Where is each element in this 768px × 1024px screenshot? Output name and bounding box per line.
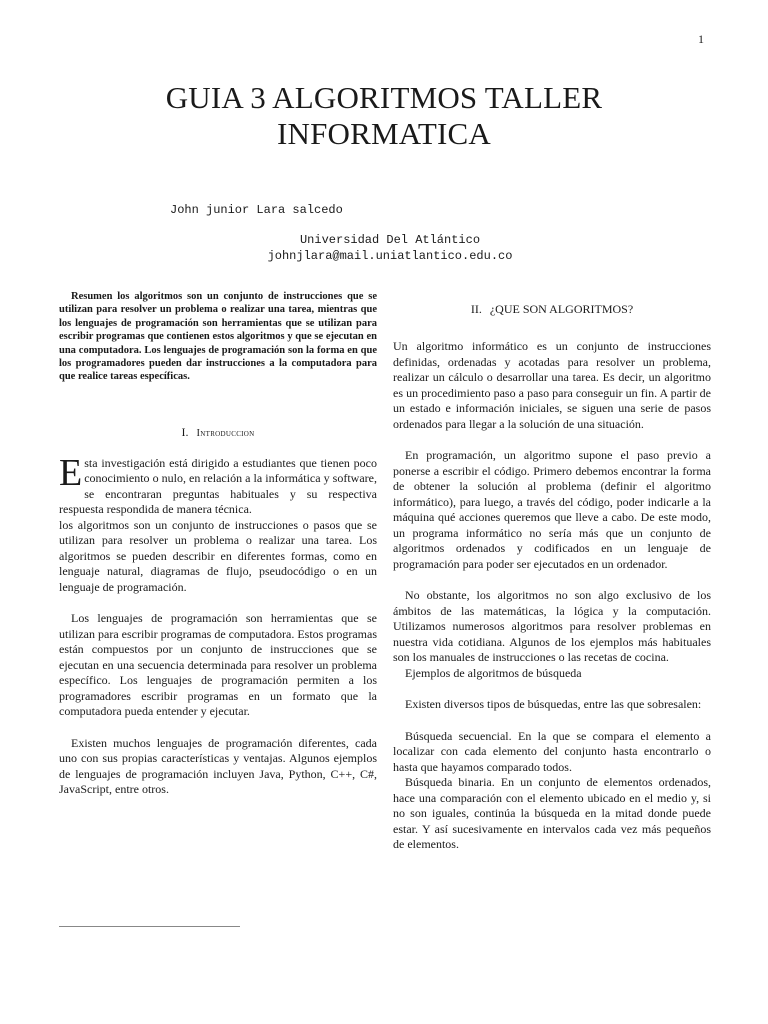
busqueda-binaria: Búsqueda binaria. En un conjunto de elementos ordenados, hace una comparación con el elemento ubicado en el medio y, si no son iguales, continúa la búsqueda en la mitad donde puede estar. Y así sucesivamente en intervalos cada vez más pequeños de elementos.: [393, 775, 711, 851]
intro-paragraph-1-text: sta investigación está dirigido a estudiantes que tienen poco conocimiento o nulo, en relación a la informática y software, se encontraran preguntas habituales y su respectiva respuesta respondida de manera técnica.: [59, 455, 377, 517]
left-column: [59, 290, 377, 798]
page-number: 1: [698, 32, 704, 46]
author-name: John junior Lara salcedo: [170, 203, 343, 217]
right-column: [393, 302, 711, 853]
section-number: I.: [181, 424, 189, 439]
section-heading-que-son-algoritmos: [393, 302, 711, 317]
algoritmos-paragraph-3: No obstante, los algoritmos no son algo exclusivo de los ámbitos de las matemáticas, la lógica y la computación. Utilizamos numerosos algoritmos para resolver problemas en nuestra vida cotidiana. Algunos de los ejemplos más habituales son los manuales de instrucciones o las recetas de cocina.: [393, 588, 711, 664]
algoritmos-paragraph-2: En programación, un algoritmo supone el paso previo a ponerse a escribir el código. Primero debemos encontrar la forma de obtener la solución al problema (definir el algoritmo informático), para luego, a través del código, poder indicarle a la máquina qué acciones queremos que lleve a cabo. De este modo, un programa informático no sería más que un conjunto de algoritmos ordenados y codificados en un lenguaje de programación para poder ser ejecutados en un ordenador.: [393, 448, 711, 571]
email: johnjlara@mail.uniatlantico.edu.co: [267, 249, 513, 263]
busqueda-secuencial: Búsqueda secuencial. En la que se compara el elemento a localizar con cada elemento del conjunto hasta encontrarlo o hasta que hayamos comparado todos.: [393, 728, 711, 774]
footnote-rule: [59, 926, 240, 927]
intro-paragraph-4: Existen muchos lenguajes de programación diferentes, cada uno con sus propias características y ventajas. Algunos ejemplos de lenguajes de programación incluyen Java, Python, C++, C#, JavaScript, entre otros.: [59, 735, 377, 797]
intro-paragraph-1: [59, 451, 377, 518]
affiliation: Universidad Del Atlántico: [299, 233, 481, 247]
title-line-2: INFORMATICA: [276, 116, 492, 151]
abstract: Resumen los algoritmos son un conjunto de instrucciones que se utilizan para resolver un problema o realizar una tarea, mientras que los lenguajes de programación son herramientas que se utilizan para escribir programas que contienen estos algoritmos y que se ejecutan en una computadora. Los lenguajes de programación son la forma en que los programadores pueden dar instrucciones a la computadora para que realice tareas específicas.: [59, 291, 377, 383]
section-title: Introduccion: [196, 427, 255, 439]
algoritmos-paragraph-4: Ejemplos de algoritmos de búsqueda: [405, 665, 582, 680]
section-number: II.: [470, 302, 482, 316]
intro-paragraph-3: Los lenguajes de programación son herramientas que se utilizan para escribir programas de computadora. Estos programas están compuestos por un conjunto de instrucciones que se ejecutan en una secuencia determinada para resolver un problema específico. Los lenguajes de programación permiten a los programadores escribir programas en un formato que la computadora pueda entender y ejecutar.: [59, 611, 377, 719]
drop-cap: E: [59, 451, 83, 494]
document-title: [0, 80, 768, 152]
section-heading-introduccion: [59, 425, 377, 440]
title-line-1: GUIA 3 ALGORITMOS TALLER: [165, 80, 603, 115]
algoritmos-paragraph-5: Existen diversos tipos de búsquedas, entre las que sobresalen:: [405, 697, 702, 711]
section-title: ¿QUE SON ALGORITMOS?: [489, 302, 634, 316]
intro-paragraph-2: los algoritmos son un conjunto de instrucciones o pasos que se utilizan para resolver un problema o realizar una tarea. Los algoritmos se pueden describir en diferentes formas, como en lenguaje natural, diagramas de flujo, pseudocódigo o en un lenguaje de programación.: [59, 517, 377, 594]
algoritmos-paragraph-1: Un algoritmo informático es un conjunto de instrucciones definidas, ordenadas y acotadas para resolver un problema, realizar un cálculo o desarrollar una tarea. Es decir, un algoritmo es un procedimiento paso a paso para conseguir un fin. A partir de un estado e información iniciales, se siguen una serie de pasos ordenados para llegar a la solución de una situación.: [393, 339, 711, 431]
affiliation-block: [240, 232, 540, 264]
